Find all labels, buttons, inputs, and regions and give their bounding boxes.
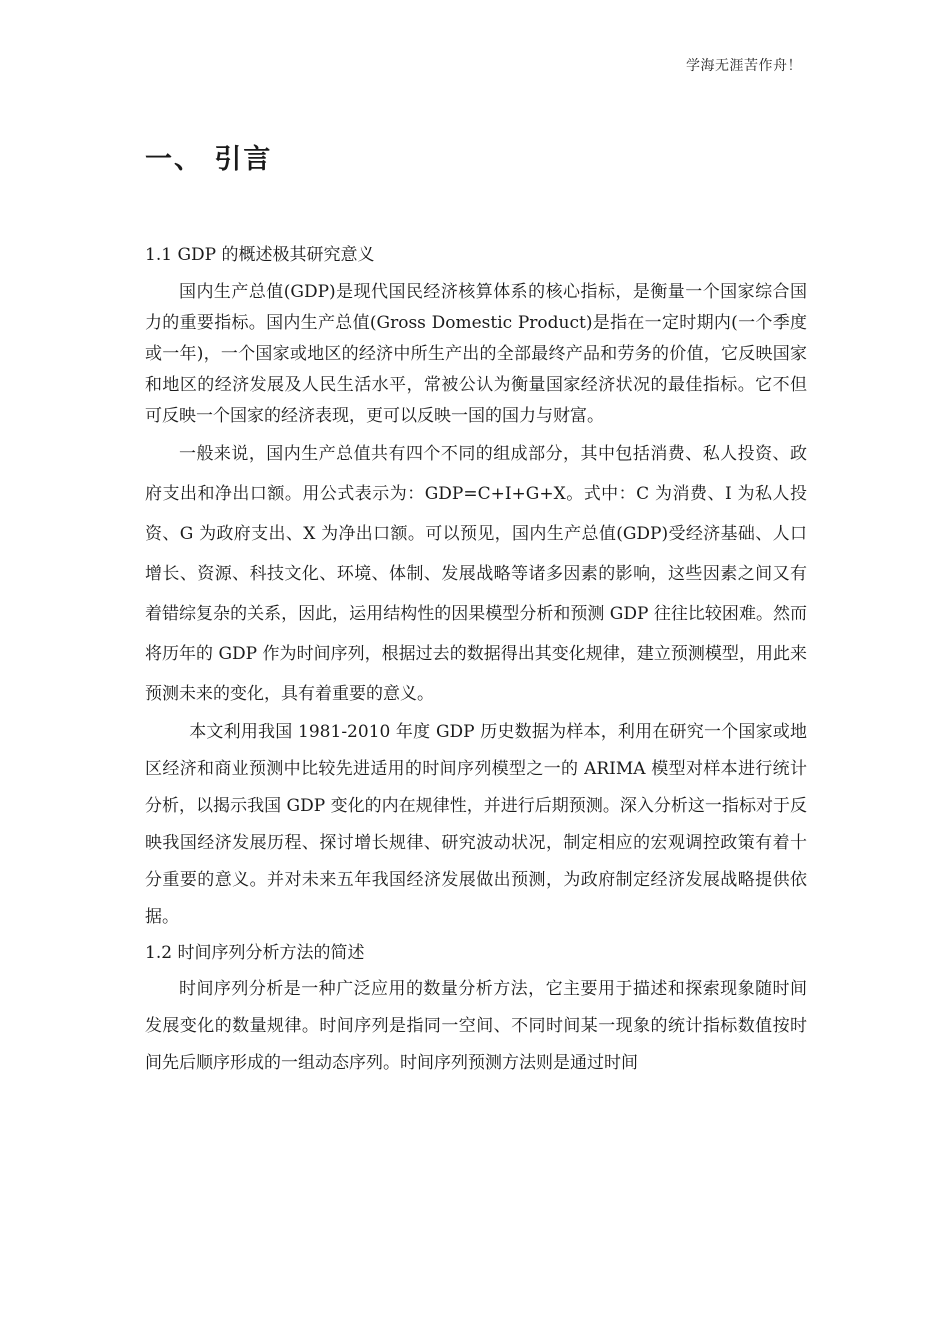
paragraph-time-series-intro: 时间序列分析是一种广泛应用的数量分析方法，它主要用于描述和探索现象随时间发展变化的数量规律。时间序列是指同一空间、不同时间某一现象的统计指标数值按时间先后顺序形成的一组动态序列。时间序列预测方法则是通过时间 <box>145 979 807 1073</box>
section-heading-1-1: 1.1 GDP 的概述极其研究意义 <box>145 245 375 265</box>
header-motto: 学海无涯苦作舟！ <box>686 58 802 74</box>
paragraph-study-purpose: 本文利用我国 1981-2010 年度 GDP 历史数据为样本，利用在研究一个国家或地区经济和商业预测中比较先进适用的时间序列模型之一的 ARIMA 模型对样本进行统计分析，以揭示我国 GDP 变化的内在规律性，并进行后期预测。深入分析这一指标对于反映我国经济发展历程、探讨增长规律、研究波动状况，制定相应的宏观调控政策有着十分重要的意义。并对未来五年我国经济发展做出预测，为政府制定经济发展战略提供依据。 <box>145 722 807 927</box>
chapter-title: 一、 引言 <box>145 144 273 175</box>
section-heading-1-2: 1.2 时间序列分析方法的简述 <box>145 943 365 963</box>
paragraph-gdp-definition: 国内生产总值(GDP)是现代国民经济核算体系的核心指标，是衡量一个国家综合国力的重要指标。国内生产总值(Gross Domestic Product)是指在一定时期内(一个季度或一年)，一个国家或地区的经济中所生产出的全部最终产品和劳务的价值，它反映国家和地区的经济发展及人民生活水平，常被公认为衡量国家经济状况的最佳指标。它不但可反映一个国家的经济表现，更可以反映一国的国力与财富。 <box>145 282 807 426</box>
document-body <box>145 240 807 1082</box>
paragraph-gdp-components: 一般来说，国内生产总值共有四个不同的组成部分，其中包括消费、私人投资、政府支出和净出口额。用公式表示为：GDP=C+I+G+X。式中：C 为消费、I 为私人投资、G 为政府支出、X 为净出口额。可以预见，国内生产总值(GDP)受经济基础、人口增长、资源、科技文化、环境、体制、发展战略等诸多因素的影响，这些因素之间又有着错综复杂的关系，因此，运用结构性的因果模型分析和预测 GDP 往往比较困难。然而将历年的 GDP 作为时间序列，根据过去的数据得出其变化规律，建立预测模型，用此来预测未来的变化，具有着重要的意义。 <box>145 444 807 704</box>
